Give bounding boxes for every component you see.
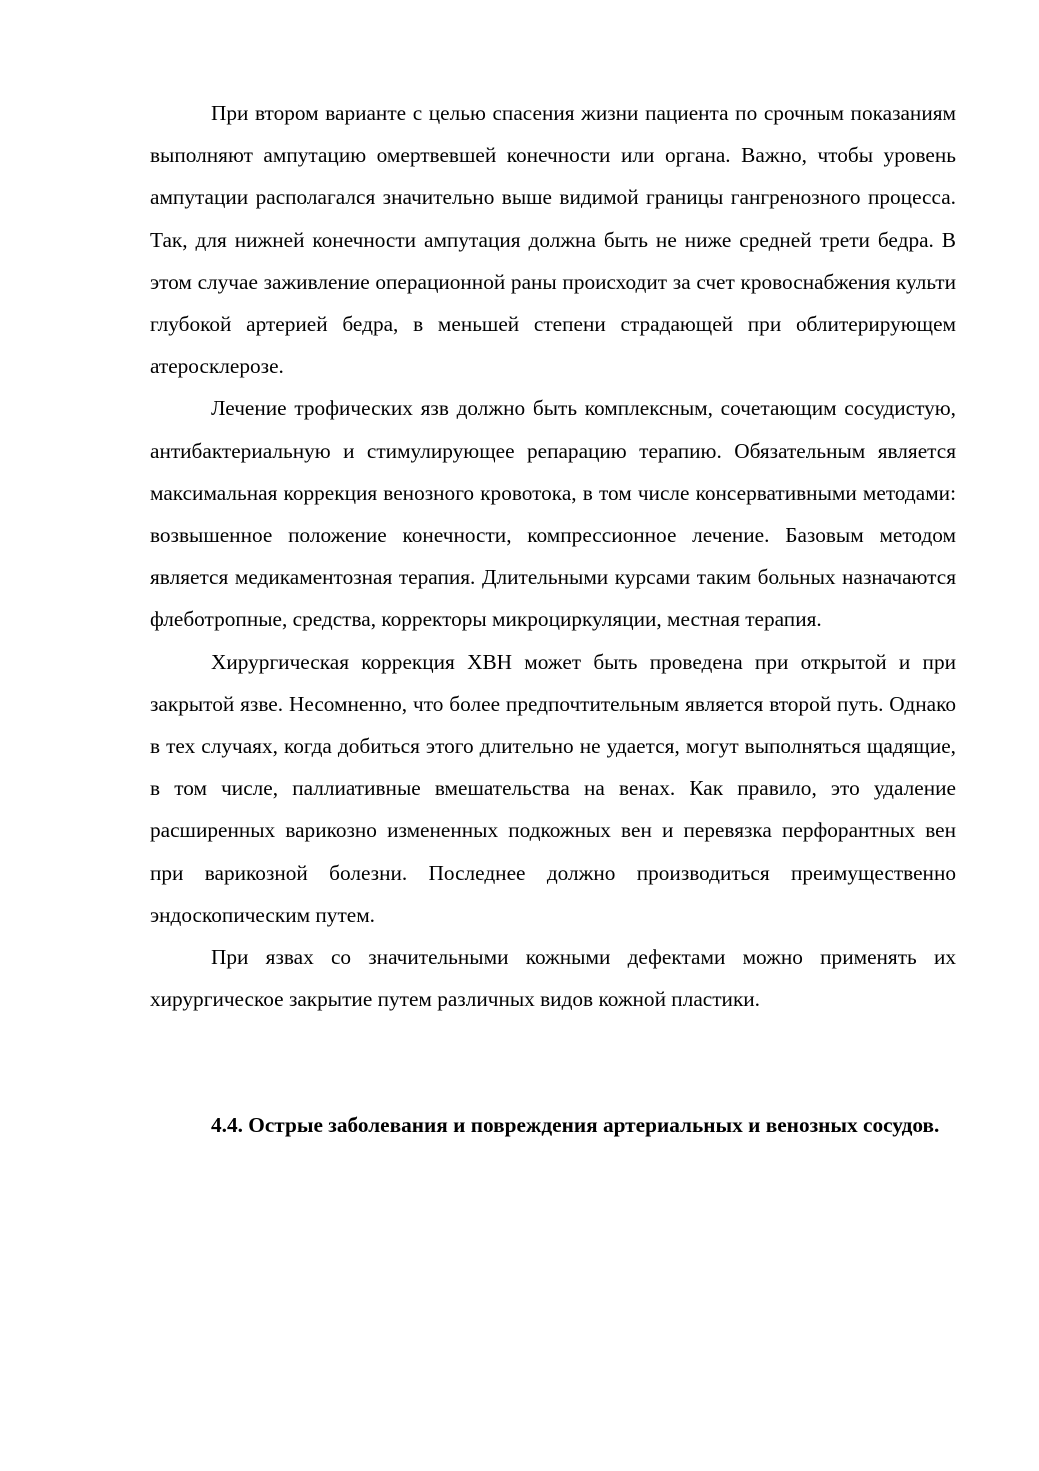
section-heading: 4.4. Острые заболевания и повреждения артериальных и венозных сосудов. (211, 1113, 940, 1138)
paragraph-surgical-correction: Хирургическая коррекция ХВН может быть проведена при открытой и при закрытой язве. Несомненно, что более предпочтительным является второй путь. Однако в тех случаях, когда добиться этого длительно не удается, могут выполняться щадящие, в том числе, паллиативные вмешательства на венах. Как правило, это удаление расширенных варикозно измененных подкожных вен и перевязка перфорантных вен при варикозной болезни. Последнее должно производиться преимущественно эндоскопическим путем. (150, 649, 956, 927)
paragraph-amputation: При втором варианте с целью спасения жизни пациента по срочным показаниям выполняют ампутацию омертвевшей конечности или органа. Важно, чтобы уровень ампутации располагался значительно выше видимой границы гангренозного процесса. Так, для нижней конечности ампутация должна быть не ниже средней трети бедра. В этом случае заживление операционной раны происходит за счет кровоснабжения культи глубокой артерией бедра, в меньшей степени страдающей при облитерирующем атеросклерозе. (150, 101, 956, 379)
document-page (150, 92, 956, 1147)
paragraph-skin-plastic: При язвах со значительными кожными дефектами можно применять их хирургическое закрытие путем различных видов кожной пластики. (150, 945, 956, 1012)
section-spacer (150, 1020, 956, 1104)
paragraph-trophic-ulcers: Лечение трофических язв должно быть комплексным, сочетающим сосудистую, антибактериальную и стимулирующее репарацию терапию. Обязательным является максимальная коррекция венозного кровотока, в том числе консервативными методами: возвышенное положение конечности, компрессионное лечение. Базовым методом является медикаментозная терапия. Длительными курсами таким больных назначаются флеботропные, средства, корректоры микроциркуляции, местная терапия. (150, 396, 956, 632)
